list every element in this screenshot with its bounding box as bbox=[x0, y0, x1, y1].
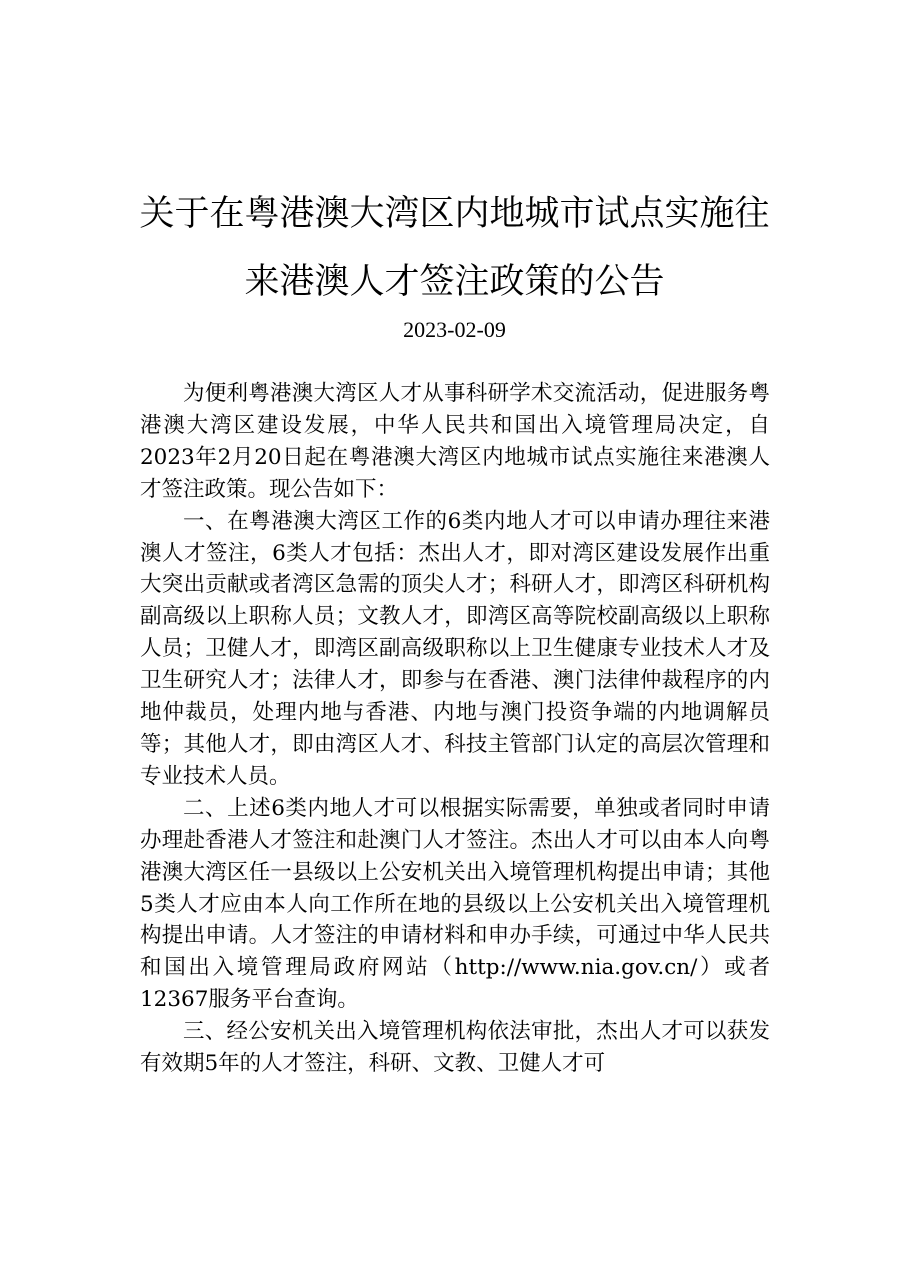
paragraph-item-3: 三、经公安机关出入境管理机构依法审批，杰出人才可以获发有效期5年的人才签注，科研、文教、卫健人才可 bbox=[140, 1019, 770, 1077]
document-title-line-2: 来港澳人才签注政策的公告 bbox=[244, 262, 665, 302]
paragraph-item-1: 一、在粤港澳大湾区工作的6类内地人才可以申请办理往来港澳人才签注，6类人才包括：杰出人才，即对湾区建设发展作出重大突出贡献或者湾区急需的顶尖人才；科研人才，即湾区科研机构副高级以上职称人员；文教人才，即湾区高等院校副高级以上职称人员；卫健人才，即湾区副高级职称以上卫生健康专业技术人才及卫生研究人才；法律人才，即参与在香港、澳门法律仲裁程序的内地仲裁员，处理内地与香港、内地与澳门投资争端的内地调解员等；其他人才，即由湾区人才、科技主管部门认定的高层次管理和专业技术人员。 bbox=[140, 508, 770, 789]
paragraph-intro: 为便利粤港澳大湾区人才从事科研学术交流活动，促进服务粤港澳大湾区建设发展，中华人民共和国出入境管理局决定，自2023年2月20日起在粤港澳大湾区内地城市试点实施往来港澳人才签注政策。现公告如下： bbox=[140, 381, 770, 502]
document-title-line-1: 关于在粤港澳大湾区内地城市试点实施往 bbox=[139, 194, 770, 234]
paragraph-item-2: 二、上述6类内地人才可以根据实际需要，单独或者同时申请办理赴香港人才签注和赴澳门人才签注。杰出人才可以由本人向粤港澳大湾区任一县级以上公安机关出入境管理机构提出申请；其他5类人才应由本人向工作所在地的县级以上公安机关出入境管理机构提出申请。人才签注的申请材料和申办手续，可通过中华人民共和国出入境管理局政府网站（http://www.nia.gov.cn/）或者12367服务平台查询。 bbox=[140, 795, 770, 1013]
publish-date: 2023-02-09 bbox=[403, 317, 506, 342]
document-body bbox=[140, 378, 770, 1080]
